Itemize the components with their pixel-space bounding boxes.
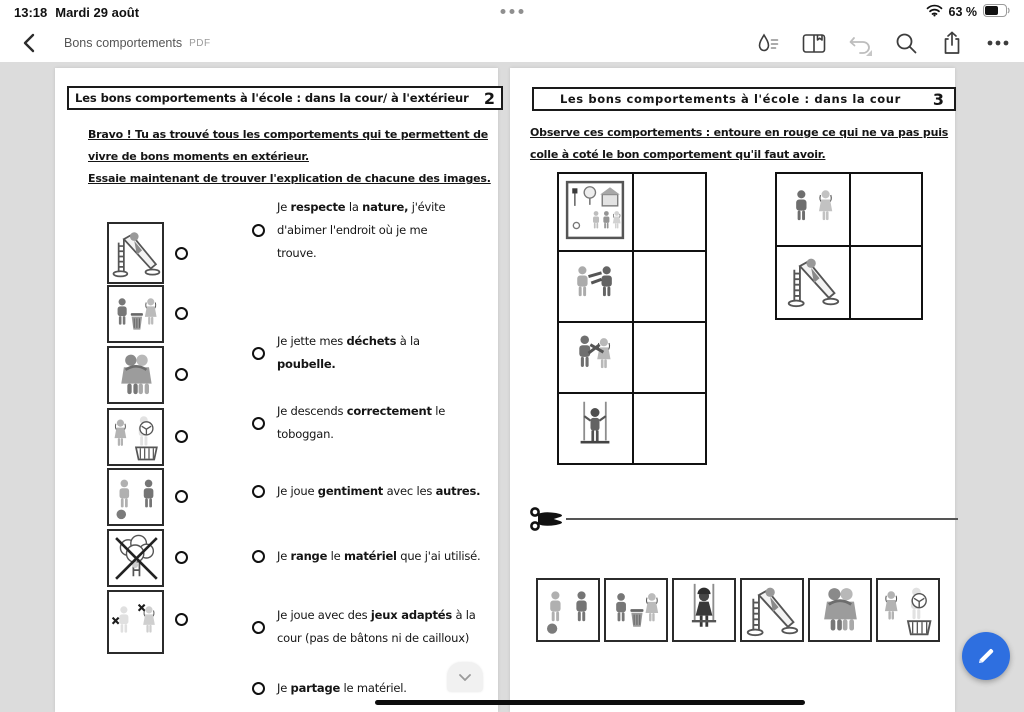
pdf-content-area <box>0 62 1024 712</box>
match-circle-image-1 <box>175 247 188 260</box>
intro-text: Bravo ! Tu as trouvé tous les comportements qui te permettent de vivre de bons moments en extérieur. Essaie maintenant de trouver l'explication de chacune des images. <box>88 128 491 185</box>
option-circle <box>252 621 265 634</box>
match-option-2: Je jette mes déchets à la poubelle. <box>252 330 420 376</box>
status-bar <box>0 0 1024 24</box>
match-circle-image-7 <box>175 613 188 626</box>
match-image-tree-x <box>107 529 164 587</box>
worksheet-page-2 <box>55 68 498 712</box>
match-circle-image-6 <box>175 551 188 564</box>
match-image-ball <box>107 468 164 526</box>
table-cell-image <box>776 173 850 246</box>
home-indicator[interactable] <box>375 700 805 705</box>
annotate-fab[interactable] <box>962 632 1010 680</box>
pencil-icon <box>976 646 996 666</box>
table-cell-image <box>558 251 633 322</box>
option-circle <box>252 347 265 360</box>
markup-icon[interactable] <box>755 31 780 56</box>
match-circle-image-5 <box>175 490 188 503</box>
match-image-hug <box>107 346 164 404</box>
option-circle <box>252 682 265 695</box>
match-option-6: Je joue avec des jeux adaptés à la cour (pas de bâtons ni de cailloux) <box>252 604 476 650</box>
match-image-trash <box>107 285 164 343</box>
table-cell-image <box>558 173 633 251</box>
match-option-7: Je partage le matériel. <box>252 677 407 700</box>
battery-icon <box>983 4 1010 20</box>
page-title: Les bons comportements à l'école : dans la cour 3 <box>532 87 956 111</box>
table-cell-empty <box>633 173 706 251</box>
document-type-badge: PDF <box>189 37 211 49</box>
match-option-5: Je range le matériel que j'ai utilisé. <box>252 545 481 568</box>
instruction-text: Observe ces comportements : entoure en rouge ce qui ne va pas puis colle à coté le bon comportement qu'il faut avoir. <box>530 126 949 161</box>
long-press-indicator <box>866 50 872 56</box>
table-cell-empty <box>633 322 706 393</box>
date: Mardi 29 août <box>55 4 140 20</box>
multitasking-dots[interactable] <box>501 9 524 14</box>
cutout-strip <box>536 578 940 642</box>
option-circle <box>252 417 265 430</box>
back-chevron-icon <box>23 33 35 53</box>
match-image-basket <box>107 408 164 466</box>
behavior-table <box>557 172 707 465</box>
cutout-image <box>604 578 668 642</box>
page-number: 2 <box>483 88 495 108</box>
match-circle-image-4 <box>175 430 188 443</box>
cutout-image <box>808 578 872 642</box>
dashed-cut-line <box>566 518 958 520</box>
behavior-table-2 <box>775 172 923 320</box>
match-option-1: Je respecte la nature, j'évite d'abimer l'endroit où je me trouve. <box>252 196 445 265</box>
pdf-toolbar <box>0 24 1024 62</box>
page-scroll-tab[interactable] <box>447 662 483 692</box>
match-image-quarrel <box>107 590 164 654</box>
book-view-icon[interactable] <box>801 31 826 56</box>
table-cell-image <box>558 322 633 393</box>
chevron-down-icon <box>459 674 471 681</box>
option-circle <box>252 550 265 563</box>
page-title: Les bons comportements à l'école : dans la cour/ à l'extérieur 2 <box>67 86 503 110</box>
cutout-image <box>876 578 940 642</box>
cutout-image <box>536 578 600 642</box>
battery-percent: 63 % <box>948 5 977 19</box>
worksheet-page-3 <box>510 68 955 712</box>
cut-line <box>530 504 958 534</box>
table-cell-empty <box>633 251 706 322</box>
wifi-icon <box>926 4 943 20</box>
option-circle <box>252 485 265 498</box>
more-icon[interactable] <box>985 31 1010 56</box>
page-number: 3 <box>932 89 944 109</box>
match-option-3: Je descends correctement le toboggan. <box>252 400 445 446</box>
match-image-slide <box>107 222 164 284</box>
share-icon[interactable] <box>939 31 964 56</box>
match-circle-image-3 <box>175 368 188 381</box>
option-circle <box>252 224 265 237</box>
scissors-icon <box>530 504 566 534</box>
back-button[interactable] <box>16 30 42 56</box>
match-circle-image-2 <box>175 307 188 320</box>
undo-icon[interactable] <box>847 31 872 56</box>
match-option-4: Je joue gentiment avec les autres. <box>252 480 480 503</box>
table-cell-image <box>558 393 633 464</box>
table-cell-empty <box>633 393 706 464</box>
search-icon[interactable] <box>893 31 918 56</box>
cutout-image <box>672 578 736 642</box>
document-title: Bons comportements <box>64 36 183 50</box>
table-cell-image <box>776 246 850 319</box>
table-cell-empty <box>850 246 922 319</box>
clock: 13:18 <box>14 4 48 20</box>
cutout-image <box>740 578 804 642</box>
table-cell-empty <box>850 173 922 246</box>
